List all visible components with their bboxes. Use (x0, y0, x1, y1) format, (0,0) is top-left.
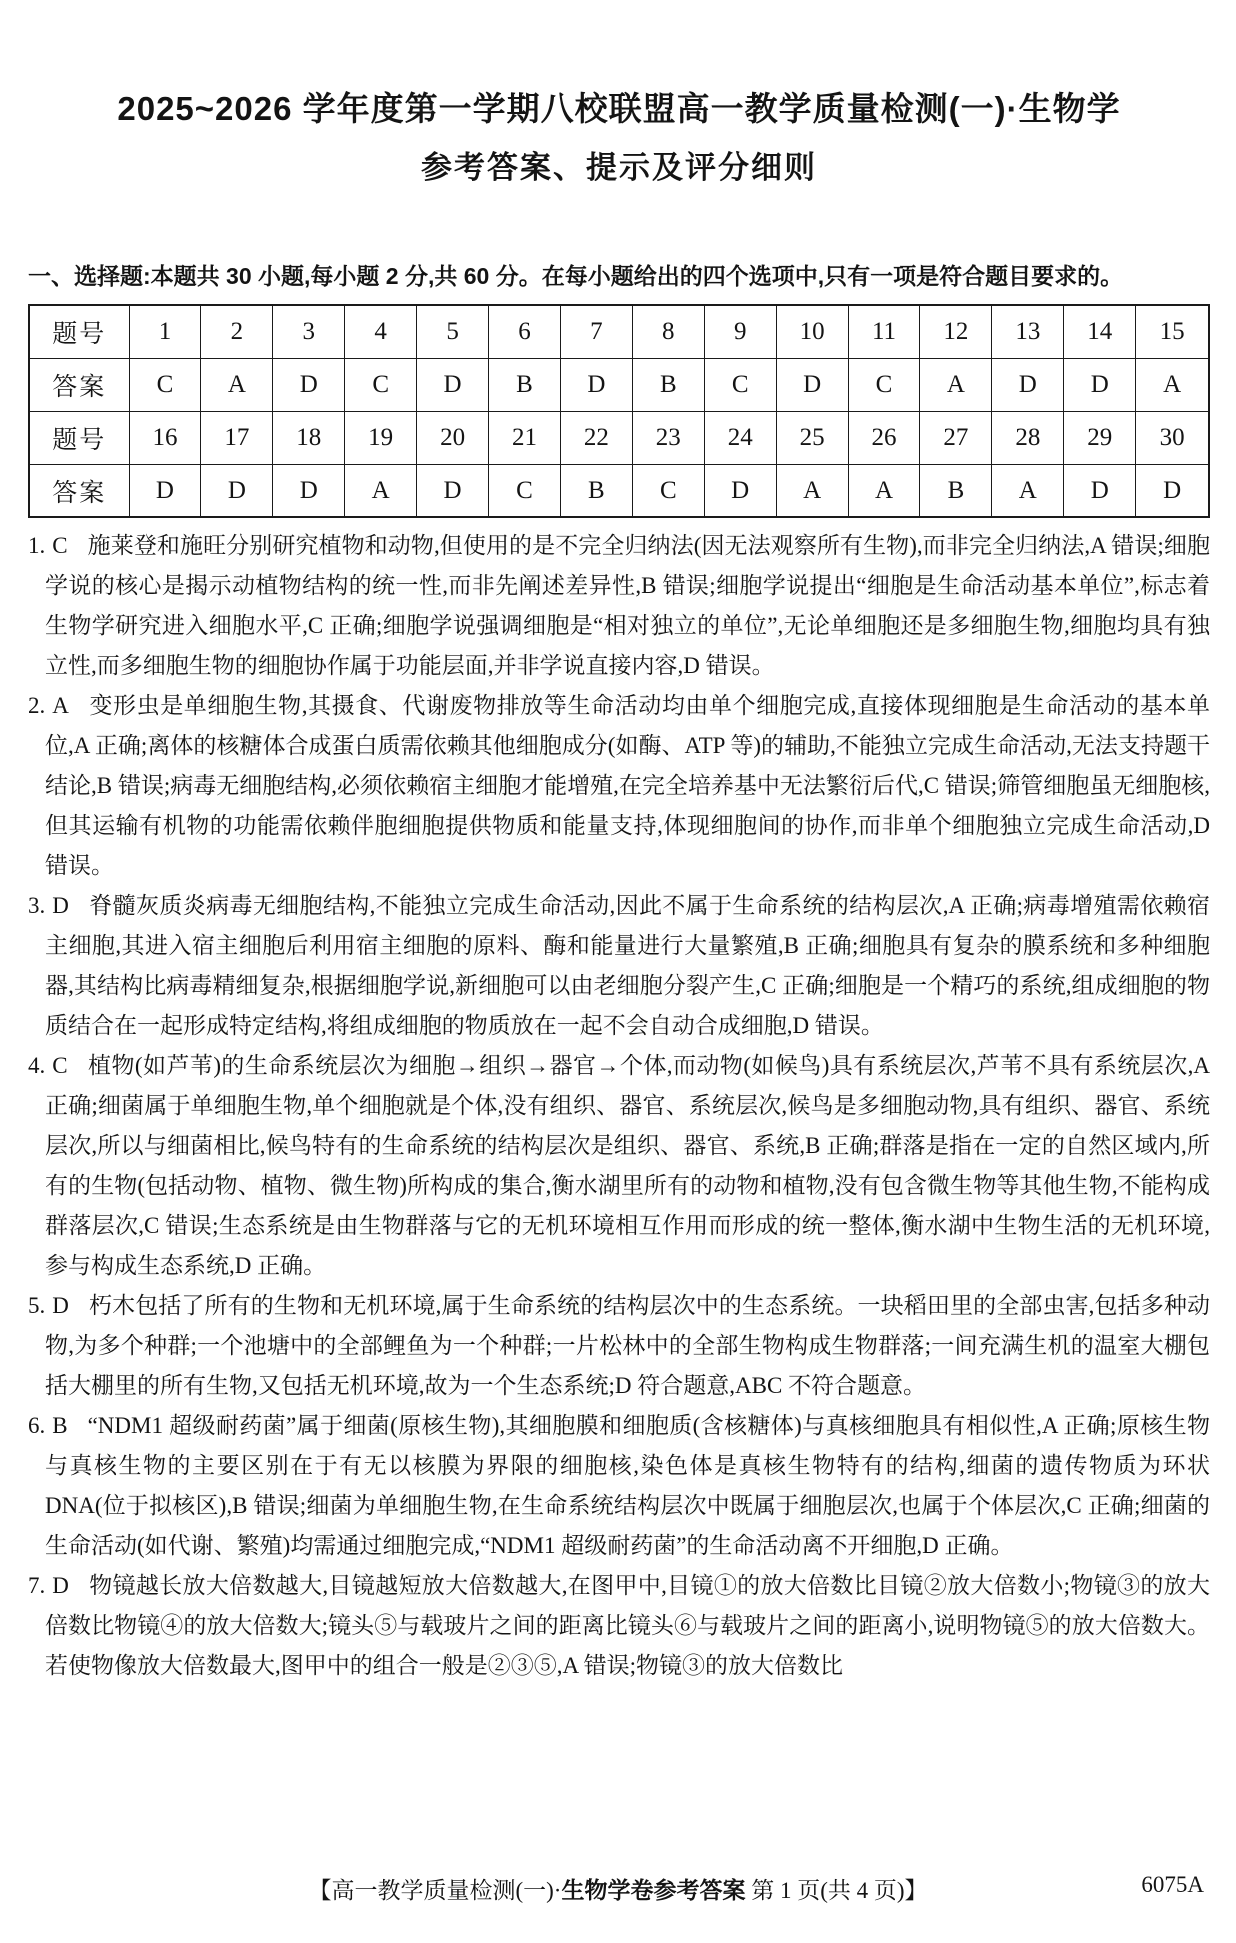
answer-cell: D (1064, 358, 1136, 411)
footer-text-left: 【高一教学质量检测(一)· (308, 1878, 562, 1903)
table-row-answers-16-30 (29, 464, 1209, 517)
answer-cell: B (920, 464, 992, 517)
explanation-item-3 (28, 886, 1210, 1046)
answer-cell: A (848, 464, 920, 517)
explanation-text: 物镜越长放大倍数越大,目镜越短放大倍数越大,在图甲中,目镜①的放大倍数比目镜②放大倍数小;物镜③的放大倍数比物镜④的放大倍数大;镜头⑤与载玻片之间的距离比镜头⑥与载玻片之间的距离小,说明物镜⑤的放大倍数大。若使物像放大倍数最大,图甲中的组合一般是②③⑤,A 错误;物镜③的放大倍数比 (45, 1573, 1210, 1679)
explanation-number: 7. (28, 1573, 46, 1599)
explanation-answer: B (52, 1413, 68, 1439)
answer-cell: D (417, 358, 489, 411)
answer-cell: C (848, 358, 920, 411)
footer-page-number: 第 1 页(共 4 页)】 (745, 1878, 928, 1903)
answer-cell: A (1136, 358, 1209, 411)
question-number-cell: 10 (776, 305, 848, 358)
answer-cell: D (201, 464, 273, 517)
explanation-text: “NDM1 超级耐药菌”属于细菌(原核生物),其细胞膜和细胞质(含核糖体)与真核细胞具有相似性,A 正确;原核生物与真核生物的主要区别在于有无以核膜为界限的细胞核,染色体是真核生物特有的结构,细菌的遗传物质为环状 DNA(位于拟核区),B 错误;细菌为单细胞生物,在生命系统结构层次中既属于细胞层次,也属于个体层次,C 正确;细菌的生命活动(如代谢、繁殖)均需通过细胞完成,“NDM1 超级耐药菌”的生命活动离不开细胞,D 正确。 (45, 1413, 1210, 1559)
explanation-answer: A (52, 693, 69, 719)
answer-cell: C (632, 464, 704, 517)
question-number-cell: 14 (1064, 305, 1136, 358)
explanation-number: 2. (28, 693, 46, 719)
paper-code: 6075A (1141, 1872, 1204, 1897)
answer-cell: D (129, 464, 201, 517)
answer-cell: D (560, 358, 632, 411)
explanation-text: 脊髓灰质炎病毒无细胞结构,不能独立完成生命活动,因此不属于生命系统的结构层次,A 正确;病毒增殖需依赖宿主细胞,其进入宿主细胞后利用宿主细胞的原料、酶和能量进行大量繁殖,B 正确;细胞具有复杂的膜系统和多种细胞器,其结构比病毒精细复杂,根据细胞学说,新细胞可以由老细胞分裂产生,C 正确;细胞是一个精巧的系统,组成细胞的物质结合在一起形成特定结构,将组成细胞的物质放在一起不会自动合成细胞,D 错误。 (45, 893, 1210, 1039)
question-number-cell: 23 (632, 411, 704, 464)
question-number-cell: 8 (632, 305, 704, 358)
question-number-cell: 22 (560, 411, 632, 464)
question-number-cell: 20 (417, 411, 489, 464)
explanation-item-1 (28, 526, 1210, 686)
table-row-question-numbers-1-15 (29, 305, 1209, 358)
answer-cell: D (273, 464, 345, 517)
explanation-item-4 (28, 1046, 1210, 1286)
explanation-number: 1. (28, 533, 46, 559)
explanation-answer: D (52, 1293, 69, 1319)
answer-cell: C (345, 358, 417, 411)
answer-cell: D (273, 358, 345, 411)
explanation-number: 3. (28, 893, 46, 919)
explanation-text: 植物(如芦苇)的生命系统层次为细胞→组织→器官→个体,而动物(如候鸟)具有系统层次,芦苇不具有系统层次,A 正确;细菌属于单细胞生物,单个细胞就是个体,没有组织、器官、系统层次,候鸟是多细胞动物,具有组织、器官、系统层次,所以与细菌相比,候鸟特有的生命系统的结构层次是组织、器官、系统,B 正确;群落是指在一定的自然区域内,所有的生物(包括动物、植物、微生物)所构成的集合,衡水湖里所有的动物和植物,没有包含微生物等其他生物,不能构成群落层次,C 错误;生态系统是由生物群落与它的无机环境相互作用而形成的统一整体,衡水湖中生物生活的无机环境,参与构成生态系统,D 正确。 (45, 1053, 1210, 1279)
question-number-cell: 3 (273, 305, 345, 358)
question-number-cell: 30 (1136, 411, 1209, 464)
question-number-cell: 5 (417, 305, 489, 358)
question-number-cell: 6 (489, 305, 561, 358)
section-heading: 一、选择题:本题共 30 小题,每小题 2 分,共 60 分。在每小题给出的四个选项中,只有一项是符合题目要求的。 (28, 263, 1124, 290)
question-number-cell: 21 (489, 411, 561, 464)
answer-cell: D (1064, 464, 1136, 517)
explanation-item-2 (28, 686, 1210, 886)
question-number-cell: 12 (920, 305, 992, 358)
question-number-cell: 15 (1136, 305, 1209, 358)
explanation-list (28, 526, 1210, 1686)
page-subtitle: 参考答案、提示及评分细则 (421, 150, 817, 186)
answer-cell: D (704, 464, 776, 517)
answer-cell: D (1136, 464, 1209, 517)
answer-cell: B (632, 358, 704, 411)
answer-cell: A (345, 464, 417, 517)
question-number-cell: 4 (345, 305, 417, 358)
explanation-answer: C (52, 533, 68, 559)
answer-cell: A (776, 464, 848, 517)
question-number-cell: 13 (992, 305, 1064, 358)
explanation-item-6 (28, 1406, 1210, 1566)
question-number-cell: 24 (704, 411, 776, 464)
page-title: 2025~2026 学年度第一学期八校联盟高一教学质量检测(一)·生物学 (117, 90, 1121, 127)
row-header: 答案 (29, 464, 129, 517)
question-number-cell: 18 (273, 411, 345, 464)
question-number-cell: 11 (848, 305, 920, 358)
table-row-question-numbers-16-30 (29, 411, 1209, 464)
question-number-cell: 28 (992, 411, 1064, 464)
answer-cell: C (704, 358, 776, 411)
question-number-cell: 9 (704, 305, 776, 358)
answer-cell: D (992, 358, 1064, 411)
answer-cell: D (417, 464, 489, 517)
footer-text-bold: 生物学卷参考答案 (561, 1877, 746, 1903)
question-number-cell: 7 (560, 305, 632, 358)
answer-cell: C (489, 464, 561, 517)
explanation-answer: D (52, 893, 69, 919)
question-number-cell: 27 (920, 411, 992, 464)
answer-cell: B (489, 358, 561, 411)
explanation-number: 5. (28, 1293, 46, 1319)
question-number-cell: 2 (201, 305, 273, 358)
question-number-cell: 1 (129, 305, 201, 358)
explanation-text: 朽木包括了所有的生物和无机环境,属于生命系统的结构层次中的生态系统。一块稻田里的全部虫害,包括多种动物,为多个种群;一个池塘中的全部鲤鱼为一个种群;一片松林中的全部生物构成生物群落;一间充满生机的温室大棚包括大棚里的所有生物,又包括无机环境,故为一个生态系统;D 符合题意,ABC 不符合题意。 (45, 1293, 1210, 1399)
answer-cell: A (201, 358, 273, 411)
table-row-answers-1-15 (29, 358, 1209, 411)
explanation-text: 变形虫是单细胞生物,其摄食、代谢废物排放等生命活动均由单个细胞完成,直接体现细胞是生命活动的基本单位,A 正确;离体的核糖体合成蛋白质需依赖其他细胞成分(如酶、ATP 等)的辅助,不能独立完成生命活动,无法支持题干结论,B 错误;病毒无细胞结构,必须依赖宿主细胞才能增殖,在完全培养基中无法繁衍后代,C 错误;筛管细胞虽无细胞核,但其运输有机物的功能需依赖伴胞细胞提供物质和能量支持,体现细胞间的协作,而非单个细胞独立完成生命活动,D 错误。 (45, 693, 1210, 879)
page-footer (0, 1872, 1236, 1905)
question-number-cell: 25 (776, 411, 848, 464)
question-number-cell: 17 (201, 411, 273, 464)
question-number-cell: 16 (129, 411, 201, 464)
question-number-cell: 26 (848, 411, 920, 464)
row-header: 题号 (29, 305, 129, 358)
answer-cell: D (776, 358, 848, 411)
answer-cell: A (920, 358, 992, 411)
answer-cell: A (992, 464, 1064, 517)
explanation-text: 施莱登和施旺分别研究植物和动物,但使用的是不完全归纳法(因无法观察所有生物),而非完全归纳法,A 错误;细胞学说的核心是揭示动植物结构的统一性,而非先阐述差异性,B 错误;细胞学说提出“细胞是生命活动基本单位”,标志着生物学研究进入细胞水平,C 正确;细胞学说强调细胞是“相对独立的单位”,无论单细胞还是多细胞生物,细胞均具有独立性,而多细胞生物的细胞协作属于功能层面,并非学说直接内容,D 错误。 (45, 533, 1210, 679)
explanation-item-7 (28, 1566, 1210, 1686)
explanation-answer: C (52, 1053, 68, 1079)
answer-table (28, 304, 1210, 518)
explanation-item-5 (28, 1286, 1210, 1406)
question-number-cell: 19 (345, 411, 417, 464)
row-header: 题号 (29, 411, 129, 464)
explanation-number: 6. (28, 1413, 46, 1439)
explanation-number: 4. (28, 1053, 46, 1079)
explanation-answer: D (52, 1573, 69, 1599)
answer-cell: B (560, 464, 632, 517)
row-header: 答案 (29, 358, 129, 411)
answer-cell: C (129, 358, 201, 411)
question-number-cell: 29 (1064, 411, 1136, 464)
